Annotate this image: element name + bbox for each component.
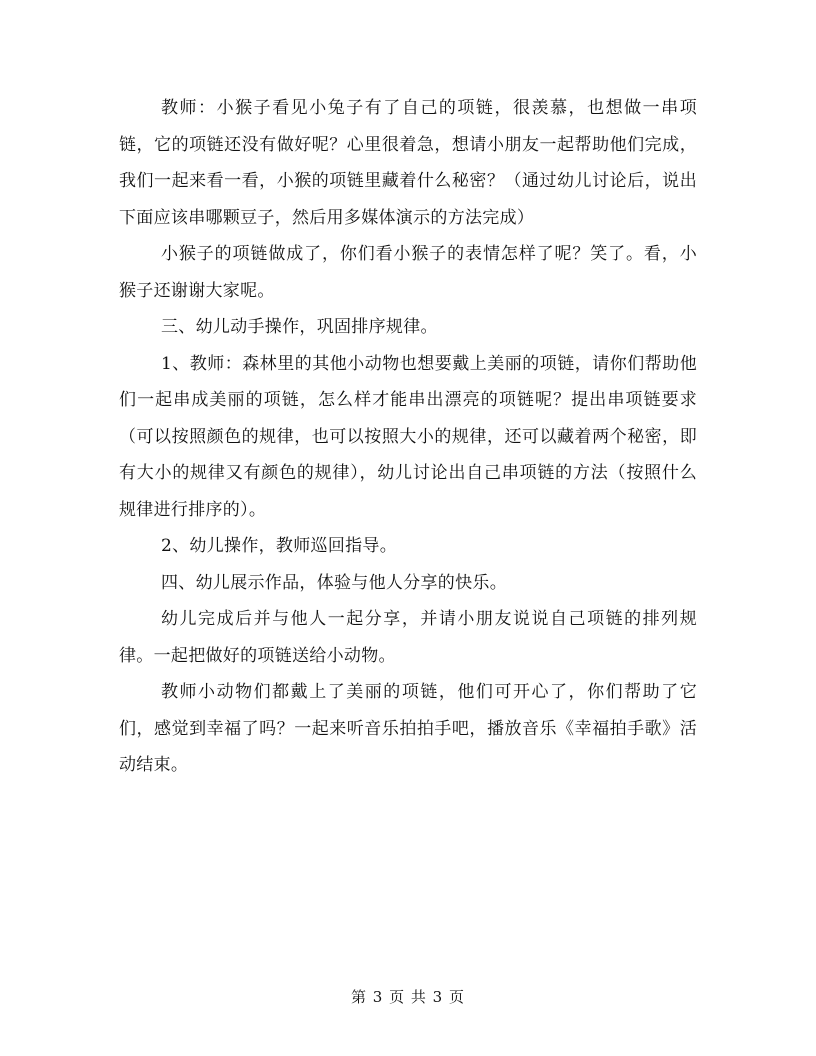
page-number-footer: 第 3 页 共 3 页	[351, 988, 465, 1006]
paragraph-step-1-requirements: 1、教师：森林里的其他小动物也想要戴上美丽的项链，请你们帮助他们一起串成美丽的项链，怎么样才能串出漂亮的项链呢？提出串项链要求（可以按照颜色的规律，也可以按照大小的规律，还可以藏着两个秘密，即有大小的规律又有颜色的规律），幼儿讨论出自己串项链的方法（按照什么规律进行排序的）。	[119, 353, 697, 520]
paragraph-step-2-operation: 2、幼儿操作，教师巡回指导。	[161, 536, 398, 556]
document-body	[119, 90, 697, 784]
paragraph-teacher-monkey-necklace: 教师：小猴子看见小兔子有了自己的项链，很羡慕，也想做一串项链，它的项链还没有做好呢？心里很着急，想请小朋友一起帮助他们完成，我们一起来看一看，小猴的项链里藏着什么秘密？（通过幼儿讨论后，说出下面应该串哪颗豆子，然后用多媒体演示的方法完成）	[119, 98, 697, 228]
paragraph-monkey-smiles: 小猴子的项链做成了，你们看小猴子的表情怎样了呢？笑了。看，小猴子还谢谢大家呢。	[119, 244, 697, 301]
section-heading-hands-on: 三、幼儿动手操作，巩固排序规律。	[161, 317, 438, 337]
paragraph-share-works: 幼儿完成后并与他人一起分享，并请小朋友说说自己项链的排列规律。一起把做好的项链送给小动物。	[119, 609, 697, 666]
paragraph-activity-end: 教师小动物们都戴上了美丽的项链，他们可开心了，你们帮助了它们，感觉到幸福了吗？一起来听音乐拍拍手吧，播放音乐《幸福拍手歌》活动结束。	[119, 682, 697, 775]
section-heading-show-works: 四、幼儿展示作品，体验与他人分享的快乐。	[161, 572, 507, 593]
